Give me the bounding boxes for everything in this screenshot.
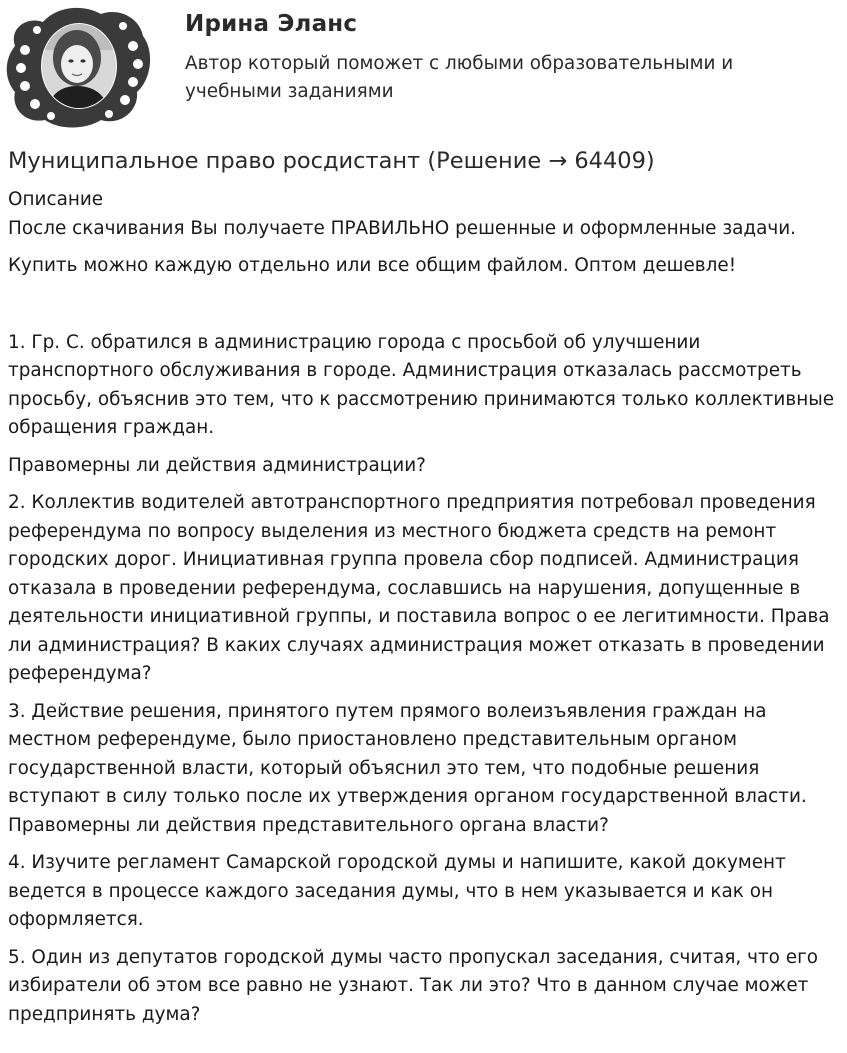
intro-paragraph: После скачивания Вы получаете ПРАВИЛЬНО решенные и оформленные задачи. (8, 217, 797, 239)
task-paragraph: 3. Действие решения, принятого путем прямого волеизъявления граждан на местном референдуме, было приостановлено представительным органом государственной власти, который объяснил это тем, что подобные решения вступают в силу только после их утверждения органом государственной власти. Правомерны ли действия представительного органа власти? (8, 700, 807, 836)
task-paragraph: 1. Гр. С. обратился в администрацию города с просьбой об улучшении транспортного обслуживания в городе. Администрация отказалась рассмотреть просьбу, объяснив это тем, что к рассмотрению принимаются только коллективные обращения граждан. (8, 331, 835, 438)
author-photo-film-frame (5, 6, 153, 128)
task-paragraph: 5. Один из депутатов городской думы часто пропускал заседания, считая, что его избиратели об этом все равно не узнают. Так ли это? Что в данном случае может предпринять дума? (8, 946, 818, 1025)
intro-paragraph: Купить можно каждую отдельно или все общим файлом. Оптом дешевле! (8, 255, 737, 276)
task-paragraph: 4. Изучите регламент Самарской городской думы и напишите, какой документ ведется в процессе каждого заседания думы, что в нем указывается и как он оформляется. (8, 852, 786, 930)
task-paragraph: 2. Коллектив водителей автотранспортного предприятия потребовал проведения референдума по вопросу выделения из местного бюджета средств на ремонт городских дорог. Инициативная группа провела сбор подписей. Администрация отказала в проведении референдума, сославшись на нарушения, допущенные в деятельности инициативной группы, и поставила вопрос о ее легитимности. Права ли администрация? В каких случаях администрация может отказать в проведении референдума? (8, 492, 830, 684)
document-content (8, 186, 843, 1038)
avatar[interactable] (5, 6, 153, 128)
author-block (0, 0, 847, 140)
author-description: Автор который поможет с любыми образовательными и учебными заданиями (185, 53, 734, 102)
description-label: Описание (8, 189, 104, 210)
task-question: Правомерны ли действия администрации? (8, 454, 426, 476)
document-title: Муниципальное право росдистант (Решение → 64409) (8, 148, 655, 174)
author-name: Ирина Эланс (185, 11, 358, 37)
